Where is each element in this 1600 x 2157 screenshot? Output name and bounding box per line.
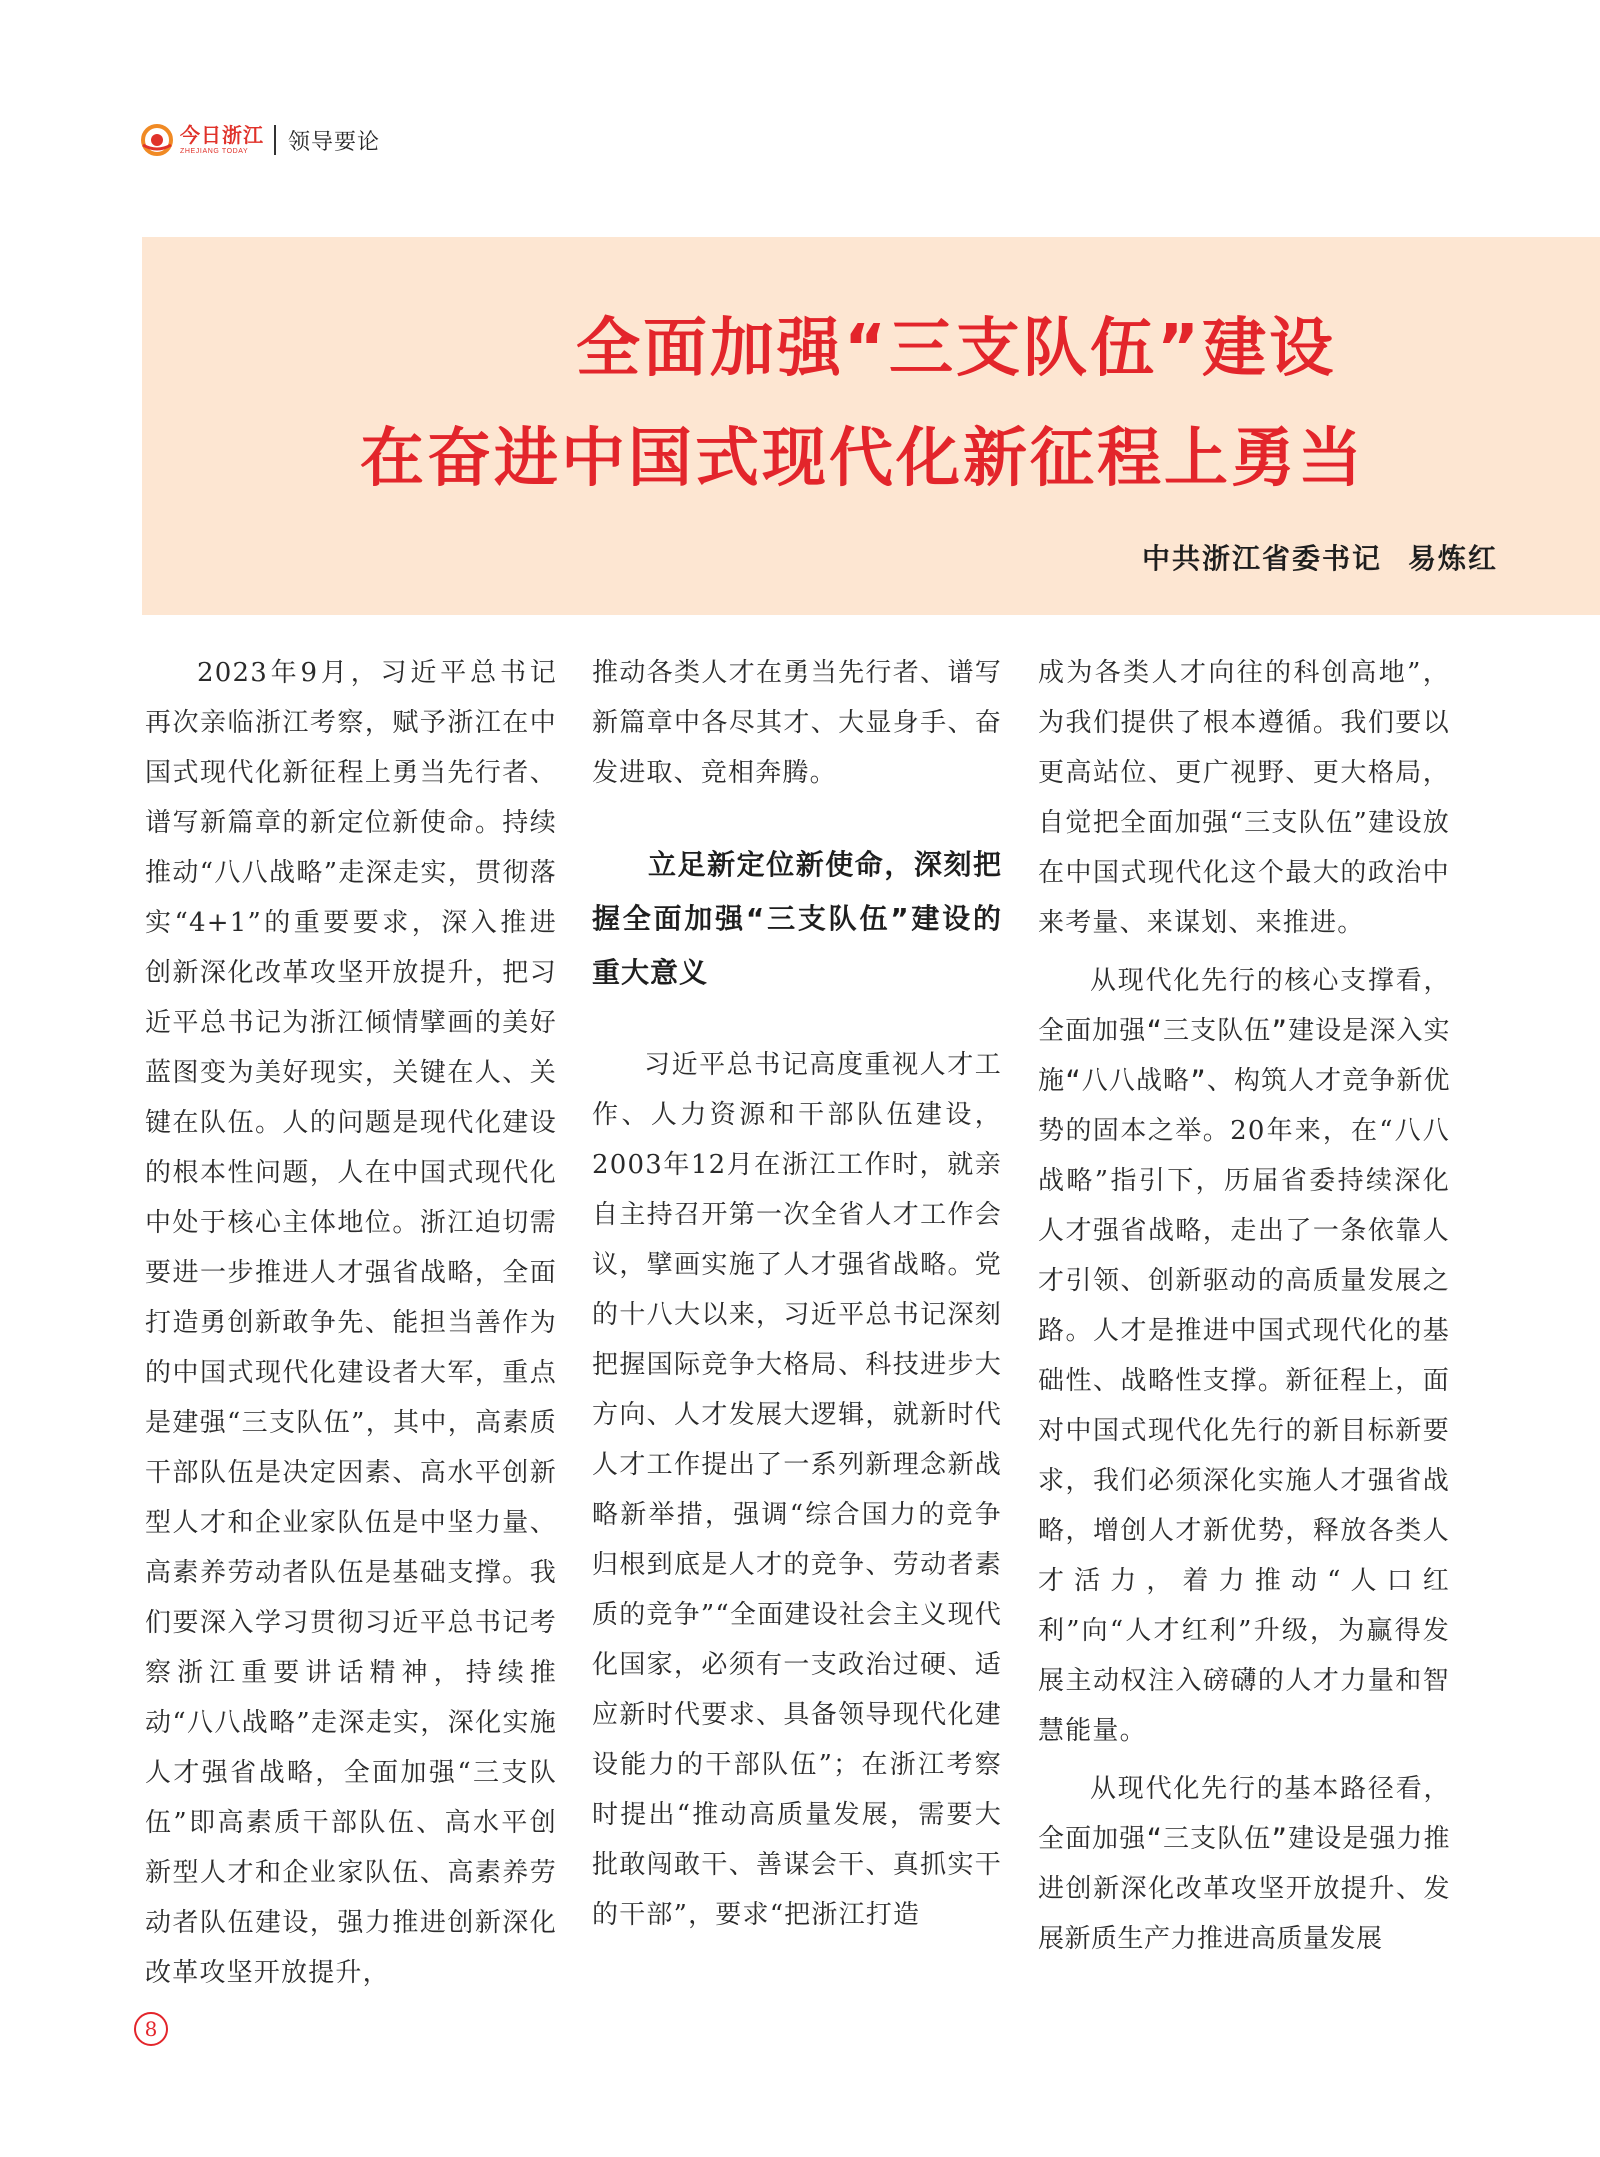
paragraph: 2023年9月，习近平总书记再次亲临浙江考察，赋予浙江在中国式现代化新征程上勇当先行者、谱写新篇章的新定位新使命。持续推动“八八战略”走深走实，贯彻落实“4+1”的重要要求，深入推进创新深化改革攻坚开放提升，把习近平总书记为浙江倾情擘画的美好蓝图变为美好现实，关键在人、关键在队伍。人的问题是现代化建设的根本性问题，人在中国式现代化中处于核心主体地位。浙江迫切需要进一步推进人才强省战略，全面打造勇创新敢争先、能担当善作为的中国式现代化建设者大军，重点是建强“三支队伍”，其中，高素质干部队伍是决定因素、高水平创新型人才和企业家队伍是中坚力量、高素养劳动者队伍是基础支撑。我们要深入学习贯彻习近平总书记考察浙江重要讲话精神，持续推动“八八战略”走深走实，深化实施人才强省战略，全面加强“三支队伍”即高素质干部队伍、高水平创新型人才和企业家队伍、高素养劳动者队伍建设，强力推进创新深化改革攻坚开放提升， [145, 658, 557, 1988]
author-name: 易炼红 [1407, 542, 1498, 575]
paragraph: 习近平总书记高度重视人才工作、人力资源和干部队伍建设，2003年12月在浙江工作时，就亲自主持召开第一次全省人才工作会议，擘画实施了人才强省战略。党的十八大以来，习近平总书记深刻把握国际竞争大格局、科技进步大方向、人才发展大逻辑，就新时代人才工作提出了一系列新理念新战略新举措，强调“综合国力的竞争归根到底是人才的竞争、劳动者素质的竞争”“全面建设社会主义现代化国家，必须有一支政治过硬、适应新时代要求、具备领导现代化建设能力的干部队伍”；在浙江考察时提出“推动高质量发展，需要大批敢闯敢干、善谋会干、真抓实干的干部”，要求“把浙江打造 [592, 1050, 1002, 1930]
magazine-logo [140, 123, 264, 157]
page-header [140, 118, 380, 162]
paragraph-lead: 从现代化先行的核心支撑看，全面加强“三支队伍”建设是深入实施“八八战略”、构筑人才竞争新优势的固本之举。 [1038, 966, 1450, 1146]
text-column-3 [1038, 648, 1450, 1964]
paragraph-lead: 从现代化先行的基本路径看，全面加强“三支队伍”建设是强力推进创新深化改革攻坚开放提升、发展新质生产力推进高质量发展 [1038, 1774, 1450, 1954]
section-name: 领导要论 [288, 129, 381, 155]
author-title: 中共浙江省委书记 [1141, 542, 1382, 575]
page-number: 8 [134, 2012, 168, 2046]
paragraph: 成为各类人才向往的科创高地”，为我们提供了根本遵循。我们要以更高站位、更广视野、更大格局，自觉把全面加强“三支队伍”建设放在中国式现代化这个最大的政治中来考量、来谋划、来推进。 [1038, 658, 1450, 938]
header-divider [274, 125, 276, 155]
logo-english-text: ZHEJIANG TODAY [180, 148, 249, 155]
section-subheading: 立足新定位新使命，深刻把握全面加强“三支队伍”建设的重大意义 [592, 848, 1002, 989]
paragraph: 推动各类人才在勇当先行者、谱写新篇章中各尽其才、大显身手、奋发进取、竞相奔腾。 [592, 658, 1002, 788]
paragraph [1038, 1764, 1450, 1964]
title-banner [142, 237, 1600, 615]
article-title-line-2: 在奋进中国式现代化新征程上勇当 [360, 422, 1365, 496]
paragraph [1038, 956, 1450, 1756]
article-title-line-1: 全面加强“三支队伍”建设 [576, 312, 1337, 386]
paragraph-body: 20年来，在“八八战略”指引下，历届省委持续深化人才强省战略，走出了一条依靠人才引领、创新驱动的高质量发展之路。人才是推进中国式现代化的基础性、战略性支撑。新征程上，面对中国式现代化先行的新目标新要求，我们必须深化实施人才强省战略，增创人才新优势，释放各类人才活力，着力推动“人口红利”向“人才红利”升级，为赢得发展主动权注入磅礴的人才力量和智慧能量。 [1038, 1116, 1450, 1746]
text-column-2 [592, 648, 1002, 1940]
text-column-1 [145, 648, 557, 1998]
byline [1142, 537, 1498, 577]
sun-logo-icon [140, 123, 174, 157]
logo-chinese-text: 今日浙江 [180, 123, 264, 147]
